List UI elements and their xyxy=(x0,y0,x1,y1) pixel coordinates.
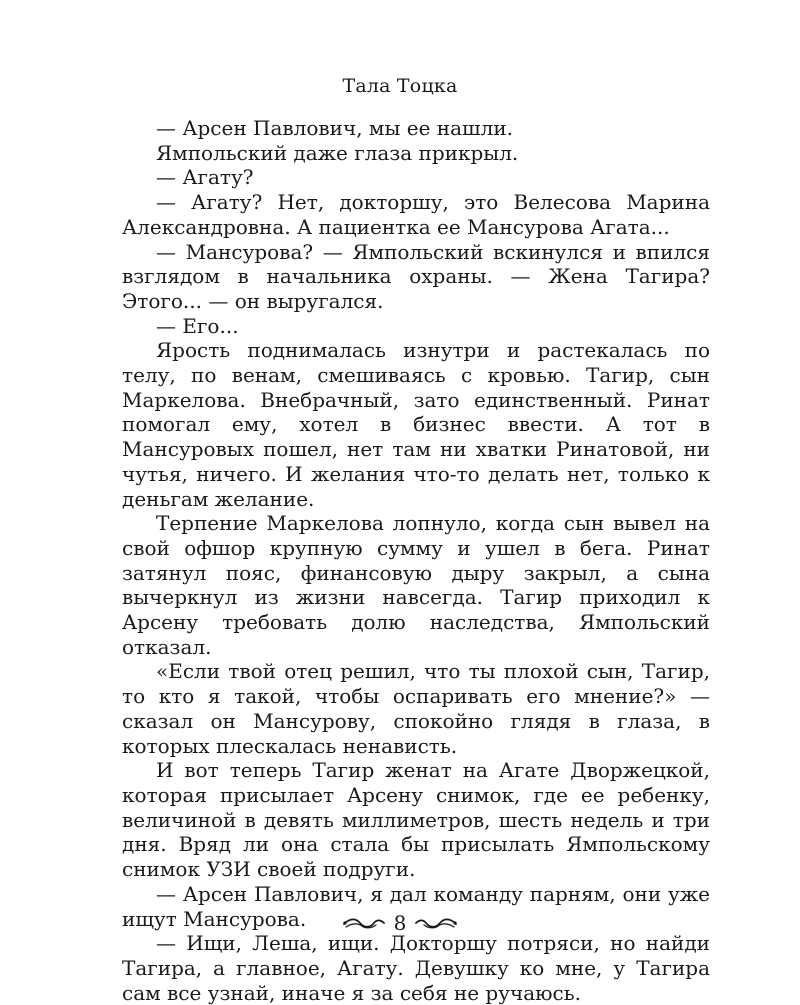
paragraph: Ямпольский даже глаза прикрыл. xyxy=(156,140,519,165)
paragraph: Терпение Маркелова лопнуло, когда сын вывел на свой офшор крупную сумму и ушел в бега. Ринат затянул пояс, финансовую дыру закрыл, а сына вычеркнул из жизни навсегда. Тагир приходил к Арсену требовать долю наследства, Ямпольский отказал. xyxy=(122,511,710,659)
folio xyxy=(0,908,800,938)
paragraph: «Если твой отец решил, что ты плохой сын, Тагир, то кто я такой, чтобы оспаривать его мнение?» — сказал он Мансурову, спокойно глядя в глаза, в которых плескалась ненависть. xyxy=(122,659,710,758)
paragraph: — Арсен Павлович, я дал команду парням, они уже ищут Мансурова. xyxy=(122,881,710,931)
left-swash-ornament-icon xyxy=(342,915,386,931)
running-title: Тала Тоцка xyxy=(342,75,458,97)
paragraph: — Его... xyxy=(156,313,239,338)
paragraph: Ярость поднималась изнутри и растекалась по телу, по венам, смешиваясь с кровью. Тагир, сын Маркелова. Внебрачный, зато единственный. Ринат помогал ему, хотел в бизнес ввести. А тот в Мансуровых пошел, нет там ни хватки Ринатовой, ни чутья, ничего. И желания что-то делать нет, только к деньгам желание. xyxy=(122,338,710,511)
right-swash-ornament-icon xyxy=(414,915,458,931)
paragraph: — Мансурова? — Ямпольский вскинулся и впился взглядом в начальника охраны. — Жена Тагира? Этого... — он выругался. xyxy=(122,239,710,313)
paragraph: — Арсен Павлович, мы ее нашли. xyxy=(156,116,514,140)
paragraph: — Ищи, Леша, ищи. Докторшу потряси, но найди Тагира, а главное, Агату. Девушку ко мне, у Тагира сам все узнай, иначе я за себя не ручаюсь. xyxy=(122,931,710,1005)
body-text xyxy=(122,116,710,1005)
paragraph: И вот теперь Тагир женат на Агате Дворжецкой, которая присылает Арсену снимок, где ее ребенку, величиной в девять миллиметров, шесть недель и три дня. Вряд ли она стала бы присылать Ямпольскому снимок УЗИ своей подруги. xyxy=(122,758,710,882)
paragraph: — Агату? Нет, докторшу, это Велесова Марина Александровна. А пациентка ее Мансурова Агата... xyxy=(122,190,710,239)
page-number: 8 xyxy=(393,911,407,935)
paragraph: — Агату? xyxy=(156,165,254,190)
